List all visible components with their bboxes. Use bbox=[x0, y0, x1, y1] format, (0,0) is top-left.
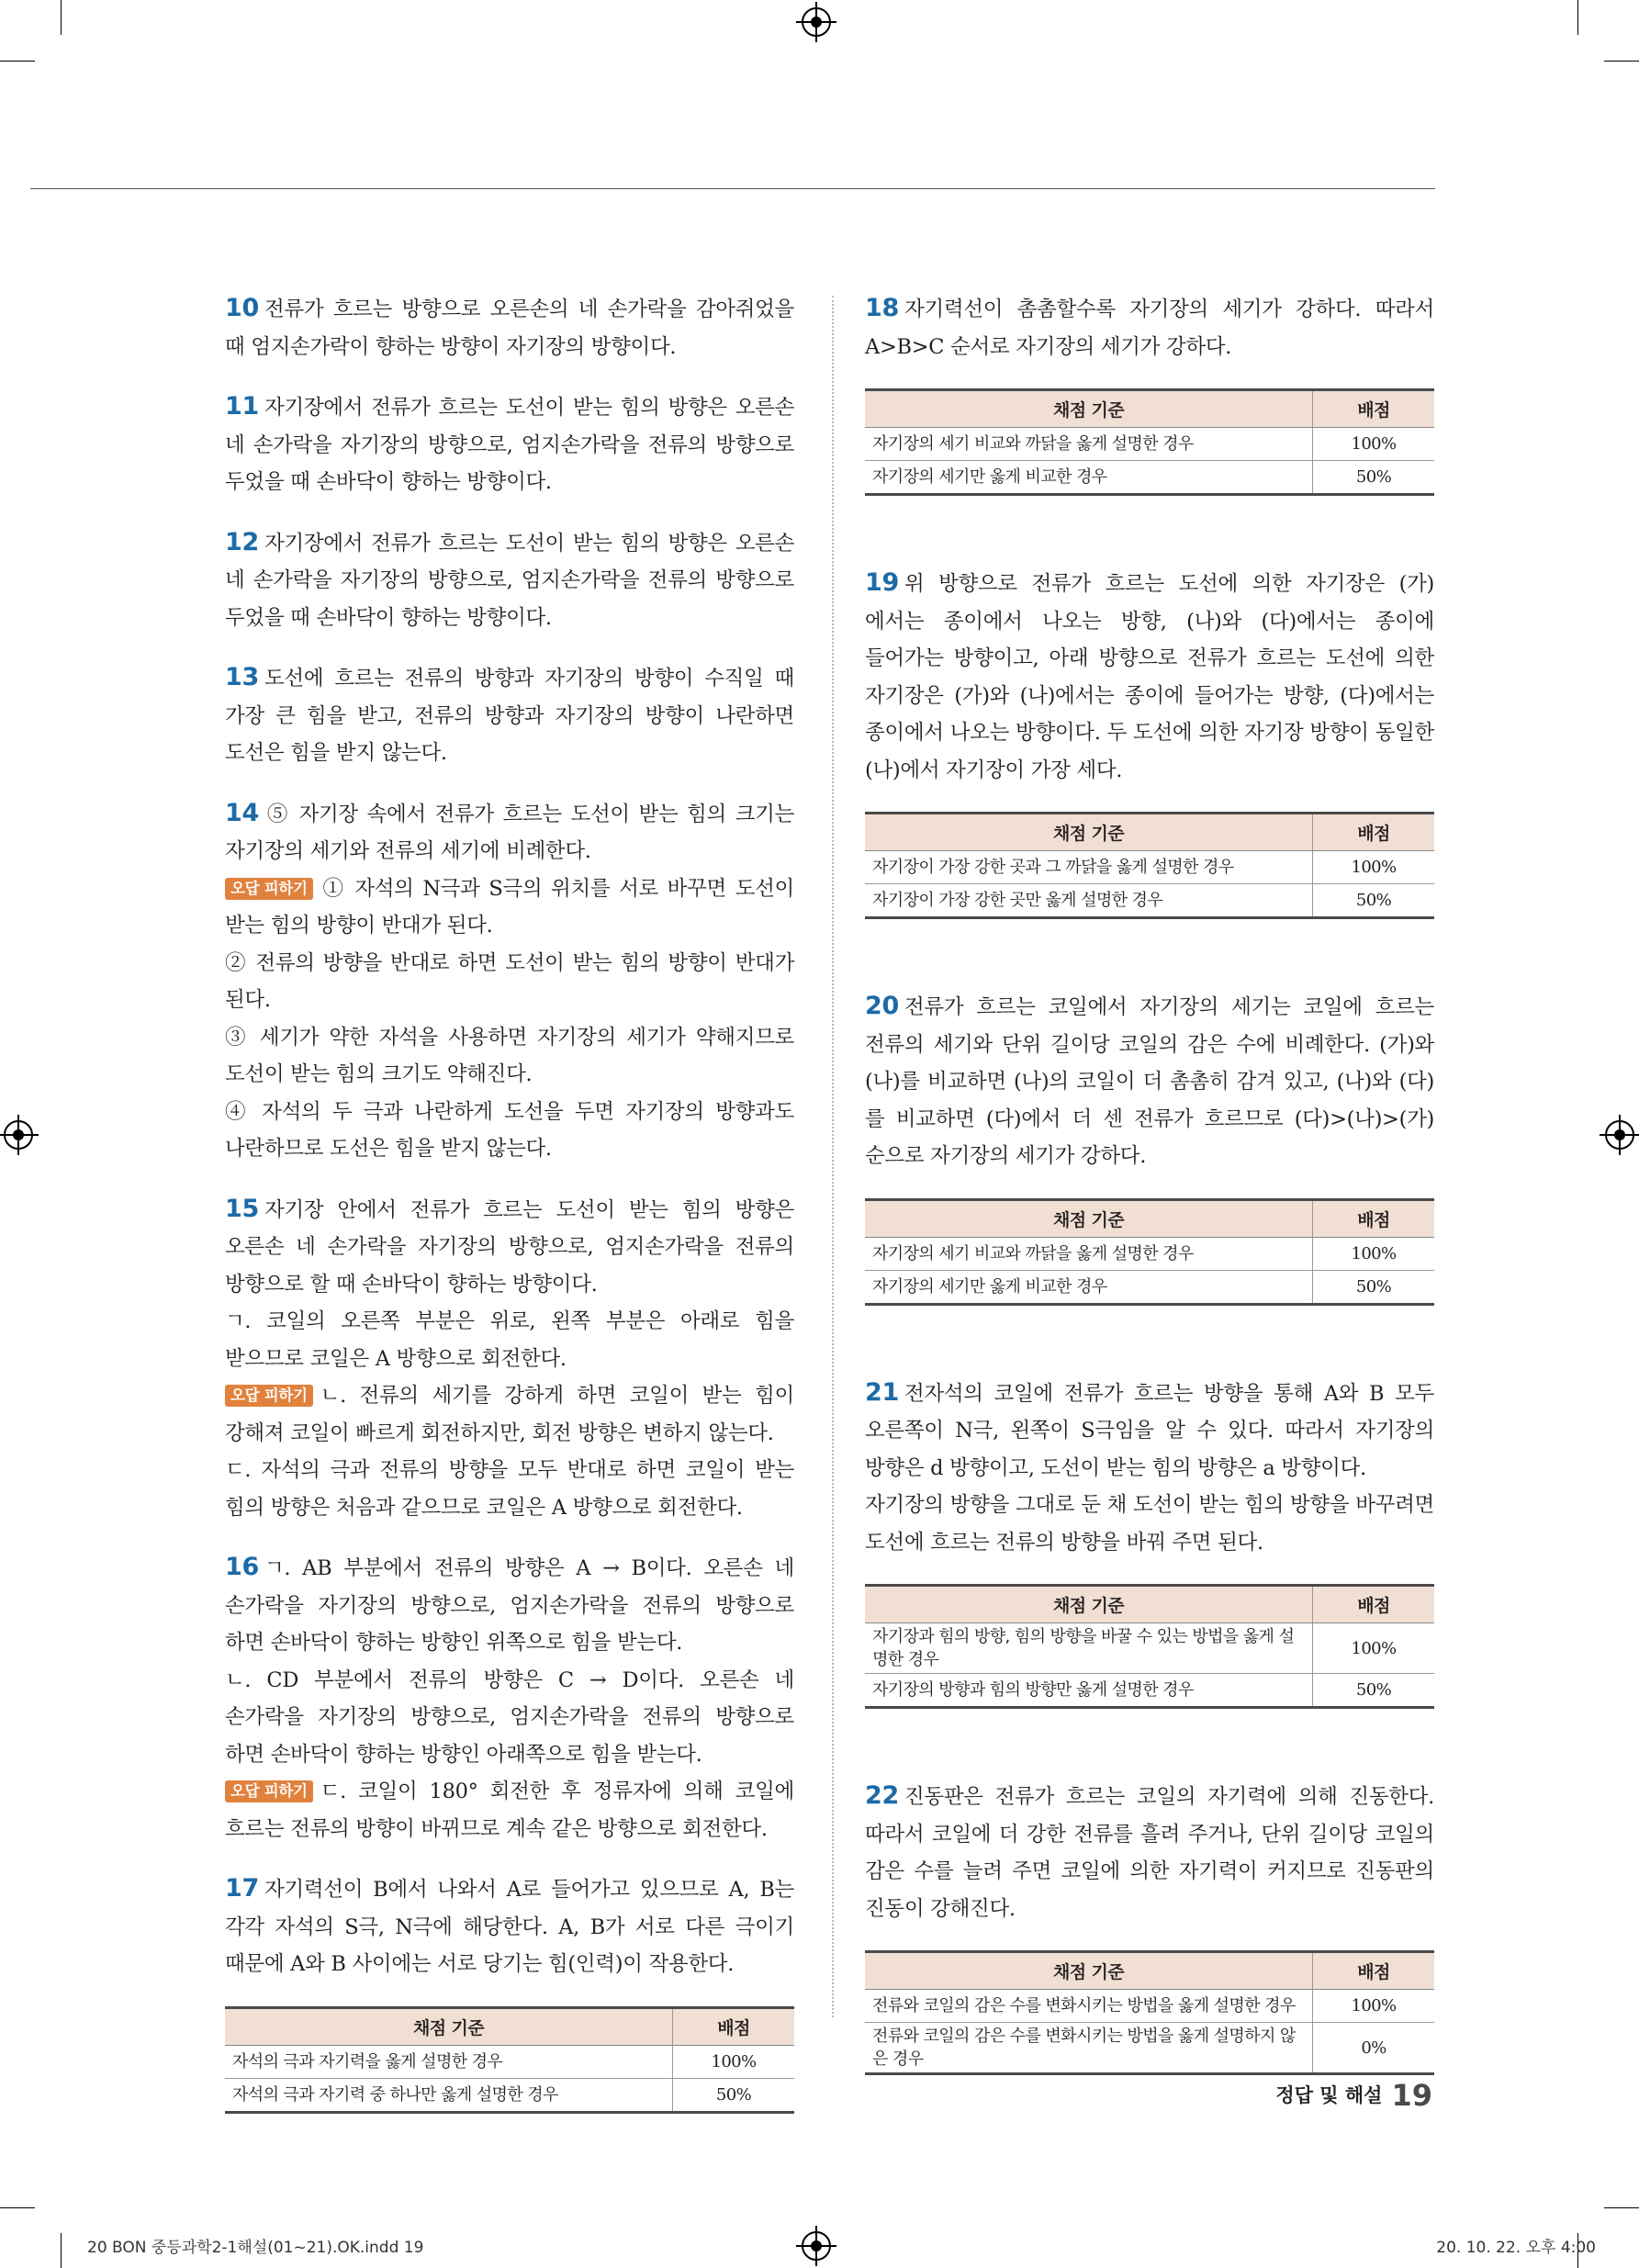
question-number: 12 bbox=[225, 527, 259, 556]
answer-13 bbox=[225, 659, 794, 772]
answer-text: 자기장에서 전류가 흐르는 도선이 받는 힘의 방향은 오른손 네 손가락을 자기장의 방향으로, 엄지손가락을 전류의 방향으로 두었을 때 손바닥이 향하는 방향이다. bbox=[225, 396, 794, 494]
column-divider bbox=[832, 296, 834, 2017]
explanation-paragraph: ③ 세기가 약한 자석을 사용하면 자기장의 세기가 약해지므로 도선이 받는 힘의 크기도 약해진다. bbox=[225, 1025, 794, 1086]
crop-mark bbox=[0, 2207, 35, 2208]
footer-label: 정답 및 해설 bbox=[1275, 2084, 1383, 2106]
answer-18 bbox=[865, 290, 1434, 365]
question-number: 15 bbox=[225, 1194, 259, 1223]
right-column bbox=[865, 290, 1434, 2098]
table-row: 자석의 극과 자기력 중 하나만 옳게 설명한 경우 50% bbox=[225, 2078, 794, 2112]
points-header: 배점 bbox=[673, 2007, 795, 2045]
points-header: 배점 bbox=[1313, 390, 1435, 428]
answer-text: 진동판은 전류가 흐르는 코일의 자기력에 의해 진동한다. 따라서 코일에 더 강한 전류를 흘려 주거나, 단위 길이당 코일의 감은 수를 늘려 주면 코일에 의한 자기력이 커지므로 진동판의 진동이 강해진다. bbox=[865, 1785, 1434, 1921]
question-number: 11 bbox=[225, 392, 259, 421]
crop-mark bbox=[1604, 2207, 1639, 2208]
registration-mark-icon bbox=[802, 7, 831, 37]
answer-text: 도선에 흐르는 전류의 방향과 자기장의 방향이 수직일 때 가장 큰 힘을 받고, 전류의 방향과 자기장의 방향이 나란하면 도선은 힘을 받지 않는다. bbox=[225, 667, 794, 765]
crop-mark bbox=[1604, 61, 1639, 62]
crop-mark bbox=[0, 61, 35, 62]
wrong-answer-note: 오답 피하기 ① 자석의 N극과 S극의 위치를 서로 바꾸면 도선이 받는 힘의 방향이 반대가 된다. bbox=[225, 876, 794, 938]
crop-mark bbox=[1577, 0, 1578, 35]
answer-text: ㄱ. AB 부분에서 전류의 방향은 A → B이다. 오른손 네 손가락을 자기장의 방향으로, 엄지손가락을 전류의 방향으로 하면 손바닥이 향하는 방향인 위쪽으로 힘을 받는다. bbox=[225, 1556, 794, 1655]
answer-15 bbox=[225, 1191, 794, 1527]
answer-text: 자기력선이 B에서 나와서 A로 들어가고 있으므로 A, B는 각각 자석의 S극, N극에 해당한다. A, B가 서로 다른 극이기 때문에 A와 B 사이에는 서로 당기는 힘(인력)이 작용한다. bbox=[225, 1878, 794, 1976]
scoring-table bbox=[865, 1198, 1434, 1306]
explanation-paragraph: ㄴ. CD 부분에서 전류의 방향은 C → D이다. 오른손 네 손가락을 자기장의 방향으로, 엄지손가락을 전류의 방향으로 하면 손바닥이 향하는 방향인 아래쪽으로 힘을 받는다. bbox=[225, 1667, 794, 1767]
wrong-answer-tag: 오답 피하기 bbox=[225, 1780, 313, 1802]
criteria-header: 채점 기준 bbox=[865, 390, 1313, 428]
explanation-paragraph: 자기장의 방향을 그대로 둔 채 도선이 받는 힘의 방향을 바꾸려면 도선에 흐르는 전류의 방향을 바꿔 주면 된다. bbox=[865, 1493, 1434, 1555]
scoring-table bbox=[865, 812, 1434, 919]
explanation-paragraph: ② 전류의 방향을 반대로 하면 도선이 받는 힘의 방향이 반대가 된다. bbox=[225, 950, 794, 1012]
wrong-answer-note: 오답 피하기 ㄴ. 전류의 세기를 강하게 하면 코일이 받는 힘이 강해져 코일이 빠르게 회전하지만, 회전 방향은 변하지 않는다. bbox=[225, 1384, 794, 1445]
print-slug-date: 20. 10. 22. 오후 4:00 bbox=[1436, 2239, 1596, 2257]
answer-14 bbox=[225, 795, 794, 1168]
question-number: 17 bbox=[225, 1874, 259, 1903]
criteria-header: 채점 기준 bbox=[865, 1952, 1313, 1990]
answer-16 bbox=[225, 1549, 794, 1847]
page-number: 19 bbox=[1391, 2078, 1432, 2113]
table-row: 자기장이 가장 강한 곳만 옳게 설명한 경우 50% bbox=[865, 884, 1434, 918]
left-column bbox=[225, 290, 794, 2137]
crop-mark bbox=[61, 0, 62, 35]
criteria-header: 채점 기준 bbox=[865, 1199, 1313, 1237]
answer-text: 자기력선이 촘촘할수록 자기장의 세기가 강하다. 따라서 A>B>C 순서로 자기장의 세기가 강하다. bbox=[865, 298, 1434, 359]
table-row: 자기장의 세기만 옳게 비교한 경우 50% bbox=[865, 1270, 1434, 1304]
registration-mark-icon bbox=[802, 2231, 831, 2261]
answer-text: 전류가 흐르는 방향으로 오른손의 네 손가락을 감아쥐었을 때 엄지손가락이 향하는 방향이 자기장의 방향이다. bbox=[225, 298, 794, 359]
wrong-answer-tag: 오답 피하기 bbox=[225, 878, 313, 900]
question-number: 13 bbox=[225, 663, 259, 691]
table-row: 자기장의 세기 비교와 까닭을 옳게 설명한 경우 100% bbox=[865, 1237, 1434, 1270]
scoring-table bbox=[865, 1950, 1434, 2075]
registration-mark-icon bbox=[1605, 1120, 1634, 1150]
table-row: 전류와 코일의 감은 수를 변화시키는 방법을 옳게 설명한 경우 100% bbox=[865, 1990, 1434, 2023]
question-number: 22 bbox=[865, 1781, 899, 1810]
explanation-paragraph: ④ 자석의 두 극과 나란하게 도선을 두면 자기장의 방향과도 나란하므로 도선은 힘을 받지 않는다. bbox=[225, 1099, 794, 1161]
table-row: 전류와 코일의 감은 수를 변화시키는 방법을 옳게 설명하지 않은 경우 0% bbox=[865, 2023, 1434, 2074]
points-header: 배점 bbox=[1313, 1586, 1435, 1623]
wrong-answer-tag: 오답 피하기 bbox=[225, 1385, 313, 1407]
header-rule bbox=[30, 188, 1435, 189]
answer-text: 전자석의 코일에 전류가 흐르는 방향을 통해 A와 B 모두 오른쪽이 N극, 왼쪽이 S극임을 알 수 있다. 따라서 자기장의 방향은 d 방향이고, 도선이 받는 힘의 방향은 a 방향이다. bbox=[865, 1381, 1434, 1480]
answer-text: 전류가 흐르는 코일에서 자기장의 세기는 코일에 흐르는 전류의 세기와 단위 길이당 코일의 감은 수에 비례한다. (가)와 (나)를 비교하면 (나)의 코일이 더 촘촘히 감겨 있고, (나)와 (다)를 비교하면 (다)에서 더 센 전류가 흐르므로 (다)>(나)>(가) 순으로 자기장의 세기가 강하다. bbox=[865, 995, 1434, 1168]
answer-text: 자기장 안에서 전류가 흐르는 도선이 받는 힘의 방향은 오른손 네 손가락을 자기장의 방향으로, 엄지손가락을 전류의 방향으로 할 때 손바닥이 향하는 방향이다. bbox=[225, 1197, 794, 1297]
points-header: 배점 bbox=[1313, 1199, 1435, 1237]
answer-text: 위 방향으로 전류가 흐르는 도선에 의한 자기장은 (가)에서는 종이에서 나오는 방향, (나)와 (다)에서는 종이에 들어가는 방향이고, 아래 방향으로 전류가 흐르는 도선에 의한 자기장은 (가)와 (나)에서는 종이에 들어가는 방향, (다)에서는 종이에서 나오는 방향이다. 두 도선에 의한 자기장 방향이 동일한 (나)에서 자기장이 가장 세다. bbox=[865, 572, 1434, 782]
answer-11 bbox=[225, 388, 794, 501]
answer-19 bbox=[865, 565, 1434, 789]
table-row: 자기장의 세기 비교와 까닭을 옳게 설명한 경우 100% bbox=[865, 428, 1434, 461]
answer-17 bbox=[225, 1870, 794, 1983]
print-slug-file: 20 BON 중등과학2-1해설(01~21).OK.indd 19 bbox=[87, 2239, 424, 2257]
answer-12 bbox=[225, 524, 794, 637]
criteria-header: 채점 기준 bbox=[865, 814, 1313, 851]
answer-text: 자기장에서 전류가 흐르는 도선이 받는 힘의 방향은 오른손 네 손가락을 자기장의 방향으로, 엄지손가락을 전류의 방향으로 두었을 때 손바닥이 향하는 방향이다. bbox=[225, 531, 794, 630]
answer-21 bbox=[865, 1375, 1434, 1562]
question-number: 20 bbox=[865, 992, 899, 1020]
points-header: 배점 bbox=[1313, 1952, 1435, 1990]
table-row: 자기장의 세기만 옳게 비교한 경우 50% bbox=[865, 461, 1434, 495]
criteria-header: 채점 기준 bbox=[865, 1586, 1313, 1623]
answer-10 bbox=[225, 290, 794, 365]
answer-20 bbox=[865, 988, 1434, 1175]
question-number: 14 bbox=[225, 798, 259, 827]
explanation-paragraph: ㄷ. 자석의 극과 전류의 방향을 모두 반대로 하면 코일이 받는 힘의 방향은 처음과 같으므로 코일은 A 방향으로 회전한다. bbox=[225, 1458, 794, 1520]
question-number: 21 bbox=[865, 1377, 899, 1407]
question-number: 10 bbox=[225, 294, 259, 322]
question-number: 19 bbox=[865, 568, 899, 597]
answer-22 bbox=[865, 1778, 1434, 1927]
table-row: 자기장과 힘의 방향, 힘의 방향을 바꿀 수 있는 방법을 옳게 설명한 경우 100% bbox=[865, 1623, 1434, 1674]
scoring-table bbox=[865, 1584, 1434, 1709]
table-row: 자기장의 방향과 힘의 방향만 옳게 설명한 경우 50% bbox=[865, 1674, 1434, 1708]
table-row: 자기장이 가장 강한 곳과 그 까닭을 옳게 설명한 경우 100% bbox=[865, 851, 1434, 884]
wrong-answer-note: 오답 피하기 ㄷ. 코일이 180° 회전한 후 정류자에 의해 코일에 흐르는 전류의 방향이 바뀌므로 계속 같은 방향으로 회전한다. bbox=[225, 1780, 794, 1841]
question-number: 16 bbox=[225, 1553, 259, 1581]
explanation-paragraph: ㄱ. 코일의 오른쪽 부분은 위로, 왼쪽 부분은 아래로 힘을 받으므로 코일은 A 방향으로 회전한다. bbox=[225, 1309, 794, 1371]
scoring-table bbox=[225, 2006, 794, 2114]
page-footer bbox=[1275, 2078, 1432, 2113]
points-header: 배점 bbox=[1313, 814, 1435, 851]
criteria-header: 채점 기준 bbox=[225, 2007, 673, 2045]
crop-mark bbox=[61, 2233, 62, 2268]
answer-text: ⑤ 자기장 속에서 전류가 흐르는 도선이 받는 힘의 크기는 자기장의 세기와 전류의 세기에 비례한다. bbox=[225, 802, 794, 863]
scoring-table bbox=[865, 388, 1434, 496]
table-row: 자석의 극과 자기력을 옳게 설명한 경우 100% bbox=[225, 2045, 794, 2078]
registration-mark-icon bbox=[4, 1120, 33, 1150]
question-number: 18 bbox=[865, 294, 899, 322]
